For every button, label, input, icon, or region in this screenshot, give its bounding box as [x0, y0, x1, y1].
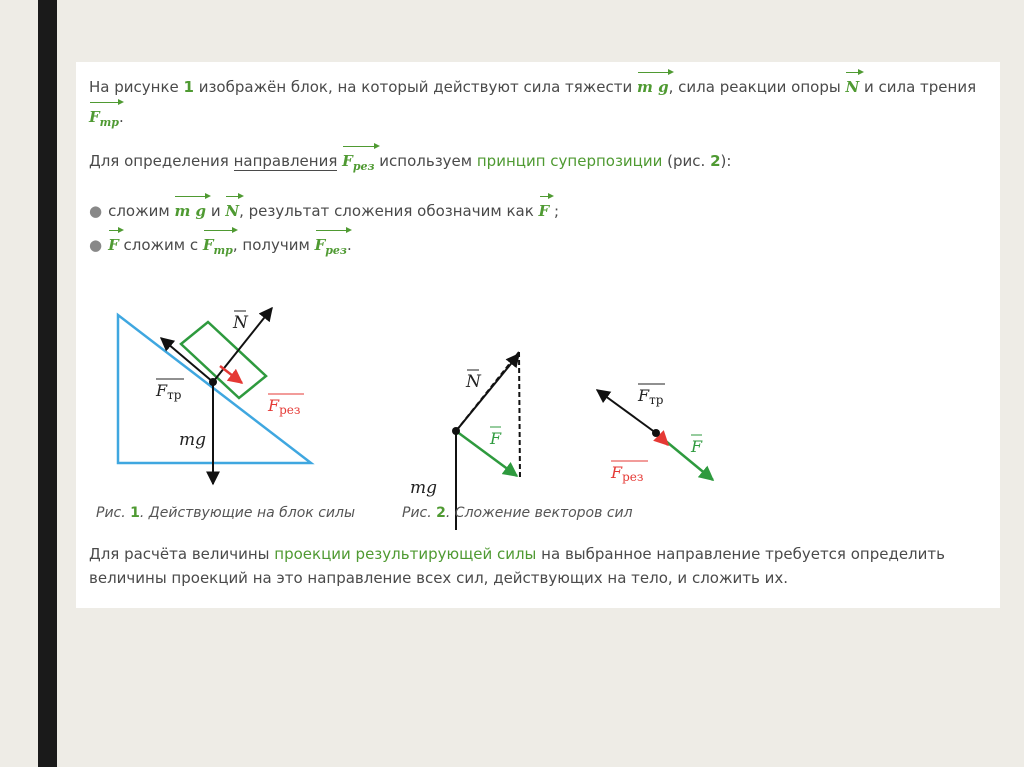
label-base: F [611, 463, 623, 482]
vector-f: F [539, 199, 550, 221]
text: и [206, 202, 226, 220]
text: изображён блок, на который действуют сила тяжести [193, 78, 638, 96]
text: , результат сложения обозначим как [239, 202, 539, 220]
vector-subscript: рез [352, 160, 375, 173]
label-mg: mg [179, 430, 207, 450]
text: и сила трения [859, 78, 977, 96]
vector-mg: m g [174, 199, 206, 221]
figure-2 [410, 352, 520, 530]
vector-fres [315, 233, 347, 261]
figure-3 [597, 384, 713, 484]
label-n: N [233, 313, 248, 333]
text: ): [720, 152, 732, 170]
label-ftr [637, 386, 664, 407]
origin-point [652, 429, 660, 437]
text: (рис. [662, 152, 711, 170]
caption-number: 2 [436, 505, 446, 521]
center-point [209, 378, 217, 386]
vector-ftr [203, 233, 233, 261]
text: величины проекций на это направление всех сил, действующих на тело, и сложить их. [89, 569, 788, 587]
origin-point [452, 427, 460, 435]
label-mg: mg [410, 478, 438, 498]
vector-subscript: тр [99, 116, 119, 129]
vector-subscript: рез [325, 244, 347, 257]
paragraph-1-line-2 [89, 105, 124, 133]
arrow-n [456, 354, 519, 431]
bullet-item-2 [89, 233, 352, 261]
bullet-icon: ● [89, 236, 103, 254]
text: используем [374, 152, 477, 170]
label-fres [267, 396, 300, 417]
bullet-icon: ● [89, 202, 103, 220]
figure-1-caption [96, 505, 355, 521]
caption-text: . Сложение векторов сил [445, 505, 633, 521]
dashed-side-right [519, 352, 520, 480]
figure-ref: 2 [710, 152, 721, 170]
label-f: F [490, 429, 502, 448]
text: . [119, 108, 124, 126]
label-subscript: тр [167, 388, 182, 402]
label-n: N [466, 372, 481, 392]
label-subscript: рез [622, 470, 644, 484]
arrow-ftr [161, 338, 213, 382]
caption-prefix: Рис. [96, 505, 131, 521]
label-subscript: рез [279, 403, 301, 417]
vector-base: F [342, 152, 353, 170]
vector-n: N [845, 75, 859, 97]
text: на выбранное направление требуется определить [536, 545, 945, 563]
figure-ref: 1 [183, 78, 194, 96]
link-superposition[interactable]: принцип суперпозиции [476, 152, 663, 170]
text: , сила реакции опоры [668, 78, 846, 96]
caption-text: . Действующие на блок силы [139, 505, 355, 521]
caption-number: 1 [130, 505, 140, 521]
vector-base: F [314, 236, 326, 254]
caption-prefix: Рис. [402, 505, 437, 521]
link-projection[interactable]: проекции результирующей силы [274, 545, 537, 563]
label-base: F [268, 396, 280, 415]
label-subscript: тр [649, 393, 664, 407]
bullet-item-1 [89, 199, 559, 221]
vector-base: F [202, 236, 214, 254]
arrow-fres [220, 366, 242, 383]
text: сложим с [118, 236, 203, 254]
block-square [181, 322, 266, 398]
figure-1 [118, 308, 311, 484]
text: Для расчёта величины [89, 545, 275, 563]
content-card [76, 62, 1000, 608]
term-direction: направления [233, 152, 338, 170]
paragraph-2 [89, 149, 731, 177]
paragraph-3-line-2 [89, 568, 788, 588]
label-base: F [638, 386, 650, 405]
text: Для определения [89, 152, 234, 170]
vector-mg: m g [637, 75, 669, 97]
text: На рисунке [89, 78, 184, 96]
paragraph-1-line-1 [89, 75, 976, 97]
text: ; [553, 202, 560, 220]
incline-triangle [118, 315, 311, 463]
vector-base: F [89, 108, 100, 126]
text: . [346, 236, 352, 254]
figure-2-caption [402, 505, 633, 521]
vector-fres [342, 149, 374, 177]
paragraph-3-line-1 [89, 544, 945, 564]
arrow-f [456, 431, 517, 476]
vector-n: N [225, 199, 239, 221]
label-base: F [156, 381, 168, 400]
vector-ftr [89, 105, 119, 133]
text: сложим [108, 202, 175, 220]
label-fres [610, 463, 643, 484]
figures-area [76, 280, 1000, 530]
label-f: F [691, 437, 703, 456]
vector-subscript: тр [213, 244, 233, 257]
text: , получим [232, 236, 315, 254]
vector-f: F [108, 233, 119, 255]
slide-left-bar [38, 0, 57, 767]
label-ftr [155, 381, 182, 402]
